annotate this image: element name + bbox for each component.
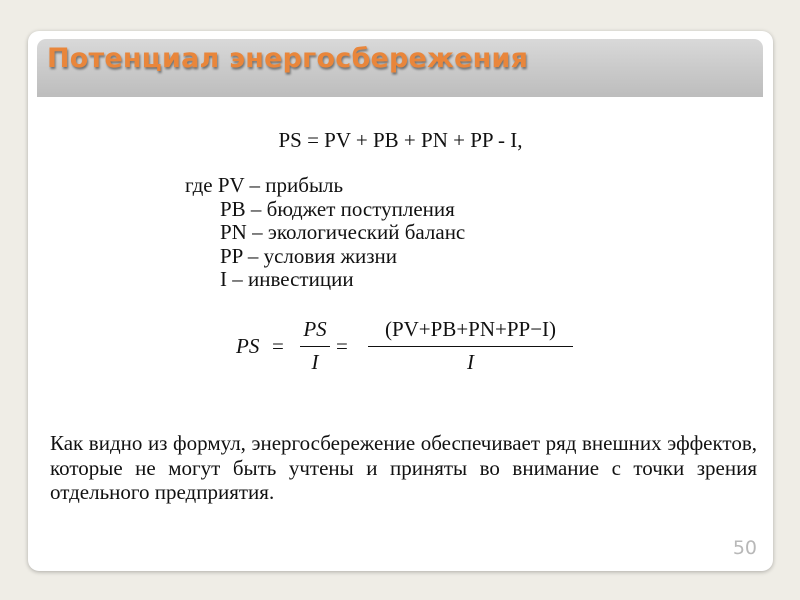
explanation-paragraph: Как видно из формул, энергосбережение обеспечивает ряд внешних эффектов, которые не могут быть учтены и приняты во внимание с точки зрения отдельного предприятия.: [50, 431, 757, 504]
fraction1-bar: [300, 346, 330, 347]
title-bar: [37, 39, 763, 97]
page-number: 50: [732, 537, 757, 559]
fraction1-numerator: PS: [303, 317, 327, 341]
ratio-formula: [236, 315, 576, 377]
fraction2-bar: [368, 346, 573, 347]
slide-title: Потенциал энергосбережения: [47, 43, 529, 74]
definition-pv: где PV – прибыль: [185, 173, 344, 197]
formula-equals-2: =: [336, 334, 348, 358]
definition-pn: PN – экологический баланс: [220, 220, 466, 244]
fraction2-denominator: I: [467, 350, 474, 374]
definition-pp: PP – условия жизни: [220, 243, 397, 268]
slide: [28, 31, 773, 571]
formula-lhs: PS: [236, 334, 260, 358]
fraction1-denominator: I: [311, 350, 319, 374]
definitions-list: [185, 174, 465, 292]
main-formula: PS = PV + PB + PN + PP - I,: [278, 128, 523, 152]
definition-pb: PB – бюджет поступления: [220, 196, 455, 221]
fraction2-numerator: (PV+PB+PN+PP−I): [384, 317, 557, 341]
formula-equals-1: =: [272, 334, 284, 358]
definition-i: I – инвестиции: [220, 267, 354, 291]
